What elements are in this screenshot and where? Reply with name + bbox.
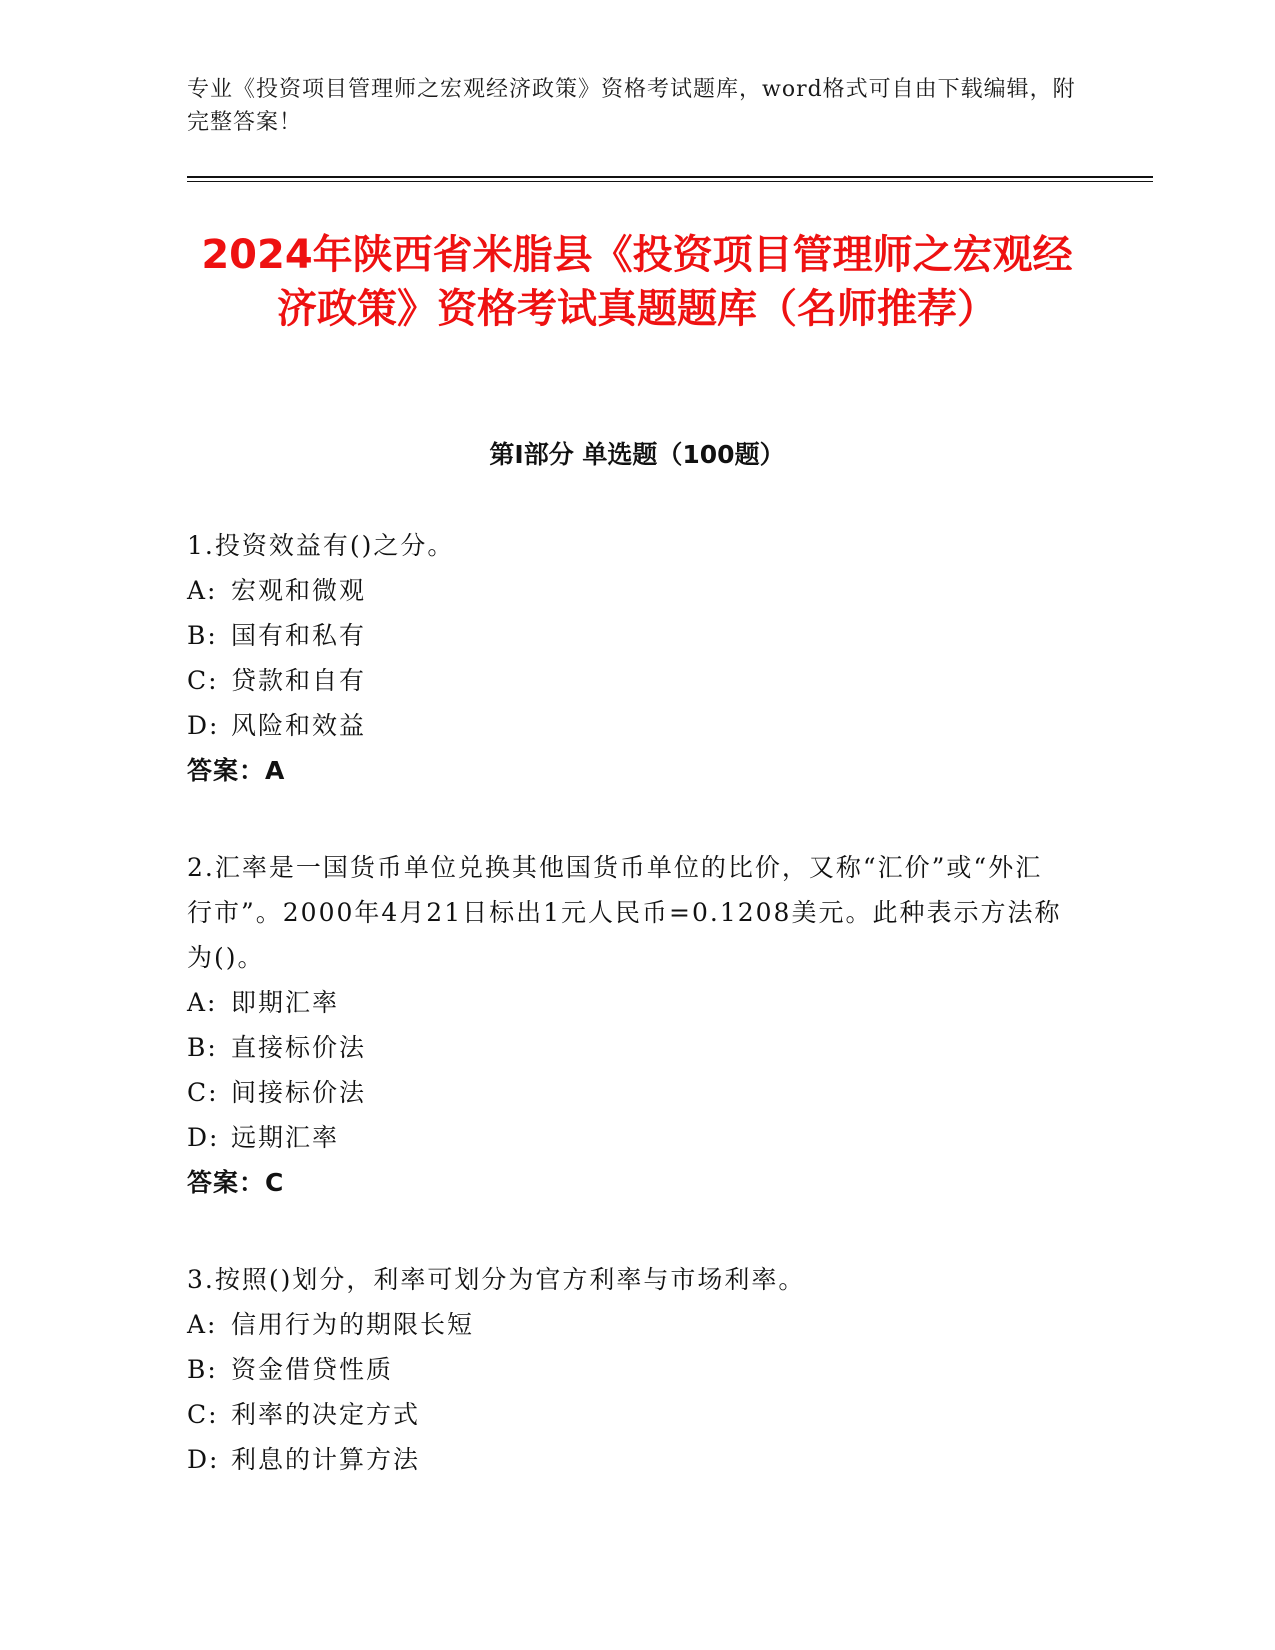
- option-d: [187, 1437, 1067, 1482]
- option-b: [187, 1347, 1067, 1392]
- option-c: [187, 658, 1067, 703]
- header-divider-thin: [187, 181, 1153, 182]
- option-c: [187, 1070, 1067, 1115]
- question-3: [187, 1257, 1067, 1482]
- option-text: 直接标价法: [231, 1033, 367, 1062]
- option-b: [187, 1025, 1067, 1070]
- option-key: D:: [187, 711, 220, 740]
- option-key: C:: [187, 1400, 219, 1429]
- document-title: 2024年陕西省米脂县《投资项目管理师之宏观经济政策》资格考试真题题库（名师推荐）: [201, 232, 1073, 332]
- question-stem: 3.按照()划分，利率可划分为官方利率与市场利率。: [187, 1265, 806, 1294]
- option-key: A:: [187, 1310, 218, 1339]
- option-b: [187, 613, 1067, 658]
- option-key: A:: [187, 988, 218, 1017]
- option-key: A:: [187, 576, 218, 605]
- option-text: 利率的决定方式: [231, 1400, 421, 1429]
- answer-label: 答案：C: [187, 1168, 285, 1197]
- option-text: 贷款和自有: [231, 666, 367, 695]
- option-key: B:: [187, 621, 218, 650]
- option-text: 即期汇率: [231, 988, 340, 1017]
- section-title: 第I部分 单选题（100题）: [489, 440, 785, 469]
- header-note: 专业《投资项目管理师之宏观经济政策》资格考试题库，word格式可自由下载编辑，附完整答案！: [187, 77, 1076, 135]
- option-text: 资金借贷性质: [231, 1355, 394, 1384]
- option-a: [187, 980, 1067, 1025]
- option-c: [187, 1392, 1067, 1437]
- answer-label: 答案：A: [187, 756, 286, 785]
- option-key: B:: [187, 1355, 218, 1384]
- option-d: [187, 1115, 1067, 1160]
- option-text: 宏观和微观: [231, 576, 367, 605]
- option-text: 风险和效益: [231, 711, 367, 740]
- option-text: 信用行为的期限长短: [231, 1310, 475, 1339]
- option-text: 远期汇率: [231, 1123, 340, 1152]
- header-divider-thick: [187, 176, 1153, 178]
- option-key: C:: [187, 1078, 219, 1107]
- option-a: [187, 1302, 1067, 1347]
- option-text: 国有和私有: [231, 621, 367, 650]
- question-2: [187, 845, 1067, 1205]
- option-key: C:: [187, 666, 219, 695]
- option-key: D:: [187, 1123, 220, 1152]
- question-1: [187, 523, 1067, 793]
- question-stem: 2.汇率是一国货币单位兑换其他国货币单位的比价，又称“汇价”或“外汇行市”。2000年4月21日标出1元人民币=0.1208美元。此种表示方法称为()。: [187, 853, 1062, 972]
- option-text: 利息的计算方法: [231, 1445, 421, 1474]
- option-d: [187, 703, 1067, 748]
- option-text: 间接标价法: [231, 1078, 367, 1107]
- option-key: D:: [187, 1445, 220, 1474]
- question-stem: 1.投资效益有()之分。: [187, 531, 455, 560]
- option-a: [187, 568, 1067, 613]
- question-list: [187, 523, 1067, 1534]
- option-key: B:: [187, 1033, 218, 1062]
